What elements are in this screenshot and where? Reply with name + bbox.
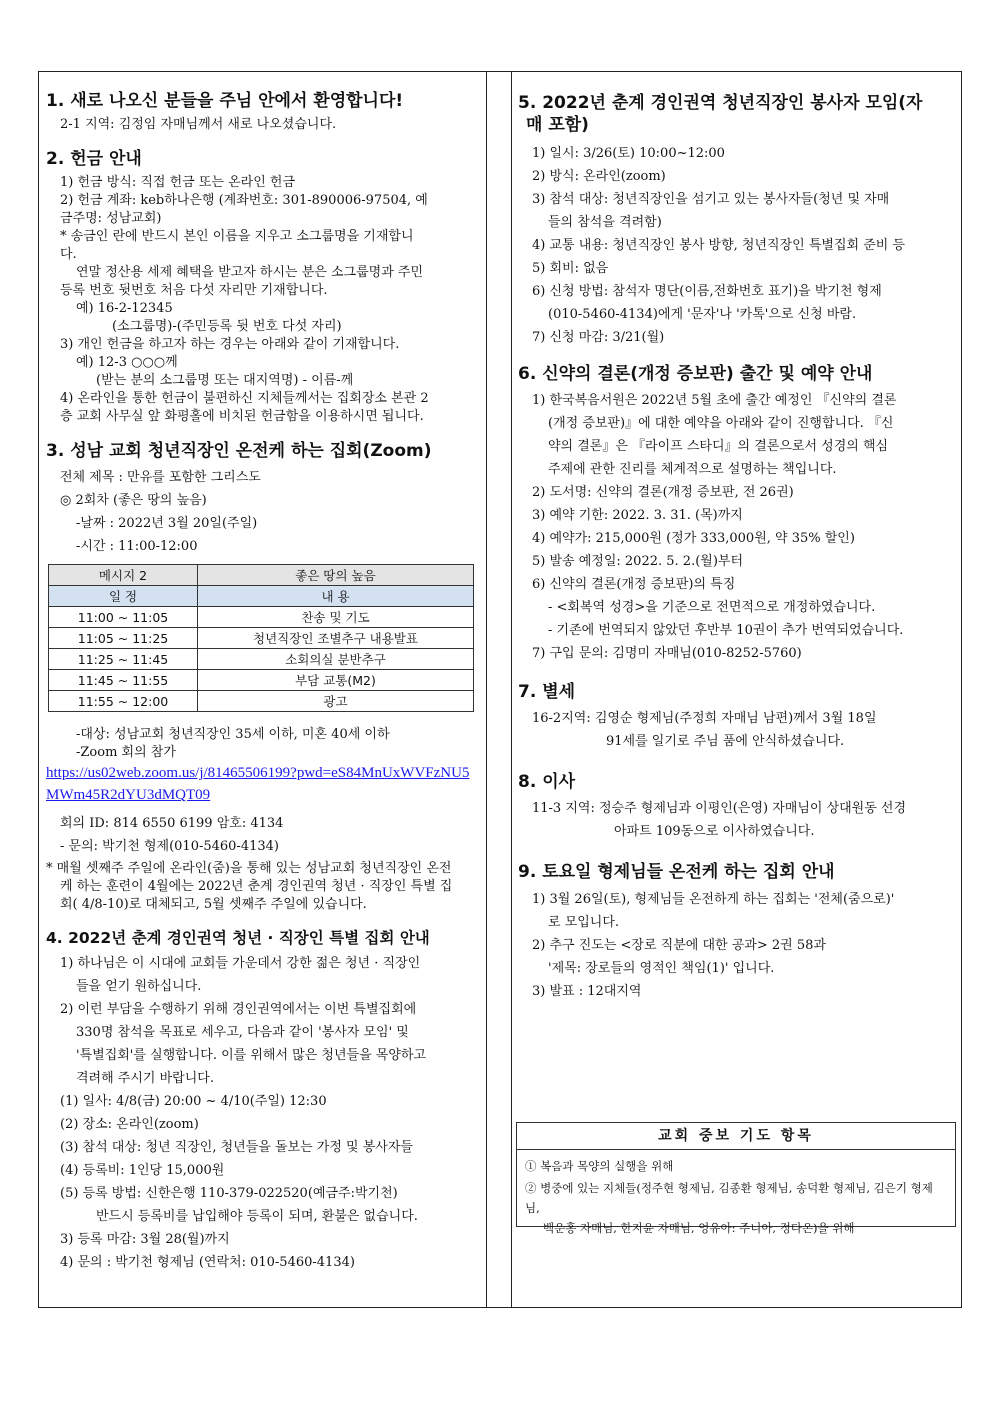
text-line: (010-5460-4134)에게 '문자'나 '카톡'으로 신청 바람. bbox=[548, 307, 857, 323]
text-line: 회의 ID: 814 6550 6199 암호: 4134 bbox=[60, 816, 284, 832]
text-line: 2) 추구 진도는 <장로 직분에 대한 공과> 2권 58과 bbox=[532, 937, 826, 953]
right-column bbox=[518, 82, 956, 1013]
text-line: 1) 한국복음서원은 2022년 5월 초에 출간 예정인 『신약의 결론 bbox=[532, 393, 897, 409]
text-line: 예) 12-3 ○○○께 bbox=[76, 355, 178, 371]
section-welcome bbox=[46, 90, 482, 134]
table-cell: 청년직장인 조별추구 내용발표 bbox=[198, 628, 474, 649]
table-header: 좋은 땅의 높음 bbox=[198, 565, 474, 586]
section-offering bbox=[46, 148, 482, 426]
text-line: 2) 도서명: 신약의 결론(개정 증보판, 전 26권) bbox=[532, 485, 794, 501]
table-cell: 11:55 ~ 12:00 bbox=[49, 691, 198, 712]
text-line: 층 교회 사무실 앞 화평홀에 비치된 헌금함을 이용하시면 됩니다. bbox=[60, 409, 424, 425]
section-special-conference bbox=[46, 928, 482, 1274]
text-line: 연말 정산용 세제 혜택을 받고자 하시는 분은 소그룹명과 주민 bbox=[76, 265, 424, 281]
text-line: (5) 등록 방법: 신한은행 110-379-022520(예금주:박기천) bbox=[60, 1186, 398, 1202]
table-row bbox=[49, 607, 474, 628]
section-title: 8. 이사 bbox=[518, 772, 576, 793]
text-line: 4) 예약가: 215,000원 (정가 333,000원, 약 35% 할인) bbox=[532, 531, 855, 547]
text-line: (1) 일사: 4/8(금) 20:00 ~ 4/10(주일) 12:30 bbox=[60, 1094, 327, 1110]
text-line: -시간 : 11:00-12:00 bbox=[76, 539, 198, 555]
table-cell: 11:00 ~ 11:05 bbox=[49, 607, 198, 628]
left-column bbox=[46, 82, 482, 1284]
prayer-item: 백운홍 자매님, 한지윤 자매님, 엉유아: 주니아, 정다온)을 위해 bbox=[543, 1221, 855, 1235]
prayer-item: ① 복음과 목양의 실행을 위해 bbox=[525, 1159, 674, 1173]
text-line: '특별집회'를 실행합니다. 이를 위해서 많은 청년들을 목양하고 bbox=[76, 1048, 427, 1064]
text-line: 4) 교통 내용: 청년직장인 봉사 방향, 청년직장인 특별집회 준비 등 bbox=[532, 238, 905, 254]
text-line: 등록 번호 뒷번호 처음 다섯 자리만 기재합니다. bbox=[60, 283, 328, 299]
zoom-link[interactable]: https://us02web.zoom.us/j/81465506199?pwd=eS84MnUxWVFzNU5MWm45R2dYU3dMQT09 bbox=[46, 765, 470, 804]
text-line: (받는 분의 소그룹명 또는 대지역명) - 이름-께 bbox=[96, 373, 354, 389]
text-line: 3) 발표 : 12대지역 bbox=[532, 983, 642, 999]
text-line: 예) 16-2-12345 bbox=[76, 301, 173, 317]
prayer-box bbox=[516, 1122, 956, 1235]
text-line: 3) 등록 마감: 3월 28(월)까지 bbox=[60, 1232, 230, 1248]
text-line: 5) 발송 예정일: 2022. 5. 2.(월)부터 bbox=[532, 554, 744, 570]
text-line: 로 모입니다. bbox=[548, 914, 620, 930]
text-line: 2) 이런 부담을 수행하기 위해 경인권역에서는 이번 특별집회에 bbox=[60, 1002, 417, 1018]
text-line: 전체 제목 : 만유를 포함한 그리스도 bbox=[60, 470, 261, 486]
section-saturday-meeting bbox=[518, 861, 956, 1002]
text-line: 7) 구입 문의: 김명미 자매님(010-8252-5760) bbox=[532, 646, 802, 662]
text-line: - <회복역 성경>을 기준으로 전면적으로 개정하였습니다. bbox=[548, 600, 876, 616]
section-title: 3. 성남 교회 청년직장인 온전케 하는 집회(Zoom) bbox=[46, 441, 432, 462]
table-cell: 11:05 ~ 11:25 bbox=[49, 628, 198, 649]
section-title: 6. 신약의 결론(개정 증보판) 출간 및 예약 안내 bbox=[518, 364, 873, 385]
text-line: (3) 참석 대상: 청년 직장인, 청년들을 돌보는 가정 및 봉사자들 bbox=[60, 1140, 413, 1156]
table-cell: 11:45 ~ 11:55 bbox=[49, 670, 198, 691]
text-line: * 매월 셋째주 주일에 온라인(줌)을 통해 있는 성남교회 청년직장인 온전 bbox=[46, 861, 452, 877]
table-subheader: 일 정 bbox=[49, 586, 198, 607]
text-line: ◎ 2회차 (좋은 땅의 높음) bbox=[60, 493, 207, 509]
section-volunteer-meeting bbox=[518, 92, 956, 349]
section-moving bbox=[518, 771, 956, 843]
text-line: (2) 장소: 온라인(zoom) bbox=[60, 1117, 199, 1133]
text-line: 3) 예약 기한: 2022. 3. 31. (목)까지 bbox=[532, 508, 743, 524]
prayer-title: 교회 중보 기도 항목 bbox=[517, 1123, 955, 1150]
text-line: (개정 증보판)』에 대한 예약을 아래와 같이 진행합니다. 『신 bbox=[548, 416, 894, 432]
text-line: (4) 등록비: 1인당 15,000원 bbox=[60, 1163, 225, 1179]
text-line: 5) 회비: 없음 bbox=[532, 261, 609, 277]
text-line: -대상: 성남교회 청년직장인 35세 이하, 미혼 40세 이하 bbox=[76, 727, 390, 743]
text-line: 3) 참석 대상: 청년직장인을 섬기고 있는 봉사자들(청년 및 자매 bbox=[532, 192, 890, 208]
text-line: 주제에 관한 진리를 체계적으로 설명하는 책입니다. bbox=[548, 462, 837, 478]
section-obituary bbox=[518, 681, 956, 753]
table-cell: 11:25 ~ 11:45 bbox=[49, 649, 198, 670]
text-line: 6) 신청 방법: 참석자 명단(이름,전화번호 표기)을 박기천 형제 bbox=[532, 284, 882, 300]
section-title: 2. 헌금 안내 bbox=[46, 149, 142, 170]
text-line: 약의 결론』은 『라이프 스타디』의 결론으로서 성경의 핵심 bbox=[548, 439, 889, 455]
table-row bbox=[49, 628, 474, 649]
section-title: 1. 새로 나오신 분들을 주님 안에서 환영합니다! bbox=[46, 91, 404, 111]
text-line: 330명 참석을 목표로 세우고, 다음과 같이 '봉사자 모임' 및 bbox=[76, 1025, 409, 1041]
text-line: 6) 신약의 결론(개정 증보판)의 특징 bbox=[532, 577, 736, 593]
section-title: 4. 2022년 춘계 경인권역 청년 · 직장인 특별 집회 안내 bbox=[46, 929, 430, 948]
table-cell: 찬송 및 기도 bbox=[198, 607, 474, 628]
text-line: - 문의: 박기천 형제(010-5460-4134) bbox=[60, 839, 279, 855]
table-header: 메시지 2 bbox=[49, 565, 198, 586]
text-line: 1) 일시: 3/26(토) 10:00~12:00 bbox=[532, 146, 725, 162]
text-line: 케 하는 훈련이 4월에는 2022년 춘계 경인권역 청년 · 직장인 특별 집 bbox=[60, 879, 453, 895]
text-line: 4) 문의 : 박기천 형제님 (연락처: 010-5460-4134) bbox=[60, 1255, 355, 1271]
section-book-preorder bbox=[518, 363, 956, 665]
text-line: 격려해 주시기 바랍니다. bbox=[76, 1071, 214, 1087]
text-line: * 송금인 란에 반드시 본인 이름을 지우고 소그룹명을 기재합니 bbox=[60, 229, 414, 245]
schedule-table bbox=[48, 564, 474, 712]
table-row bbox=[49, 691, 474, 712]
text-line: 2) 헌금 계좌: keb하나은행 (계좌번호: 301-890006-97504, 예 bbox=[60, 193, 428, 209]
section-title: 9. 토요일 형제님들 온전케 하는 집회 안내 bbox=[518, 862, 835, 883]
text-line: 1) 3월 26일(토), 형제님들 온전하게 하는 집회는 '전체(줌으로)' bbox=[532, 891, 895, 907]
column-divider bbox=[486, 71, 512, 1308]
section-title-cont: 매 포함) bbox=[526, 115, 589, 136]
text-line: 11-3 지역: 정승주 형제님과 이평인(은영) 자매님이 상대원동 선경 bbox=[532, 801, 907, 817]
text-line: 아파트 109동으로 이사하였습니다. bbox=[614, 824, 815, 840]
text-line: 회( 4/8-10)로 대체되고, 5월 셋째주 주일에 있습니다. bbox=[60, 897, 367, 913]
table-cell: 광고 bbox=[198, 691, 474, 712]
section-title: 7. 별세 bbox=[518, 682, 576, 703]
text-line: -날짜 : 2022년 3월 20일(주일) bbox=[76, 516, 258, 532]
section-zoom-meeting bbox=[46, 440, 482, 914]
text-line: 들의 참석을 격려함) bbox=[548, 215, 662, 231]
text-line: 3) 개인 헌금을 하고자 하는 경우는 아래와 같이 기재합니다. bbox=[60, 337, 400, 353]
text-line: 16-2지역: 김영순 형제님(주정희 자매님 남편)께서 3월 18일 bbox=[532, 711, 877, 727]
table-subheader: 내 용 bbox=[198, 586, 474, 607]
table-row bbox=[49, 649, 474, 670]
prayer-item: ② 병중에 있는 지체들(정주현 형제님, 김종환 형제님, 송덕환 형제님, 김은기 형제님, bbox=[525, 1181, 933, 1215]
text-line: 4) 온라인을 통한 헌금이 불편하신 지체들께서는 집회장소 본관 2 bbox=[60, 391, 429, 407]
text-line: (소그룹명)-(주민등록 뒷 번호 다섯 자리) bbox=[112, 319, 342, 335]
text-line: 7) 신청 마감: 3/21(월) bbox=[532, 330, 665, 346]
text-line: 91세를 일기로 주님 품에 안식하셨습니다. bbox=[606, 734, 845, 750]
text-line: 2) 방식: 온라인(zoom) bbox=[532, 169, 666, 185]
text-line: - 기존에 번역되지 않았던 후반부 10권이 추가 번역되었습니다. bbox=[548, 623, 904, 639]
text-line: 2-1 지역: 김정임 자매님께서 새로 나오셨습니다. bbox=[60, 117, 337, 133]
section-title: 5. 2022년 춘계 경인권역 청년직장인 봉사자 모임(자 bbox=[518, 93, 923, 113]
text-line: 들을 얻기 원하십니다. bbox=[76, 979, 202, 995]
table-cell: 부담 교통(M2) bbox=[198, 670, 474, 691]
text-line: '제목: 장로들의 영적인 책임(1)' 입니다. bbox=[548, 960, 775, 976]
text-line: 금주명: 성남교회) bbox=[60, 211, 162, 227]
text-line: -Zoom 회의 참가 bbox=[76, 745, 176, 761]
table-row bbox=[49, 670, 474, 691]
text-line: 1) 하나님은 이 시대에 교회들 가운데서 강한 젊은 청년 · 직장인 bbox=[60, 956, 421, 972]
text-line: 반드시 등록비를 납입해야 등록이 되며, 환불은 없습니다. bbox=[96, 1209, 418, 1225]
text-line: 1) 헌금 방식: 직접 헌금 또는 온라인 헌금 bbox=[60, 175, 296, 191]
text-line: 다. bbox=[60, 247, 77, 263]
table-cell: 소회의실 분반추구 bbox=[198, 649, 474, 670]
